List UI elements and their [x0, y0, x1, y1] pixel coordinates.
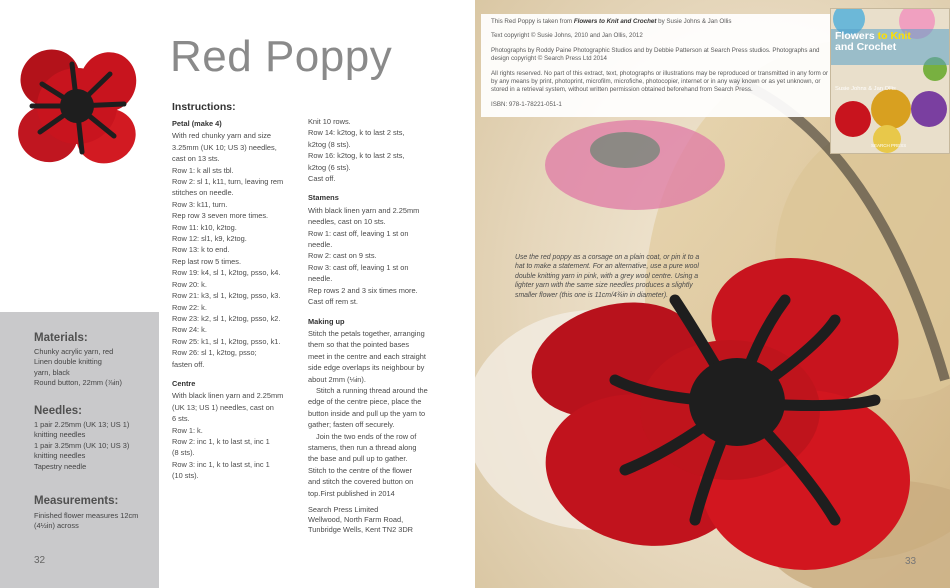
- cover-title-word-to: to: [877, 30, 888, 42]
- petal-instruction-line: 3.25mm (UK 10; US 3) needles,: [172, 142, 277, 152]
- centre-instruction-line: Row 1: k.: [172, 425, 203, 435]
- centre-instruction-line: (10 sts).: [172, 471, 199, 481]
- stamens-instruction-line: Row 3: cast off, leaving 1 st on: [308, 262, 409, 272]
- petal-instruction-line: Rep last row 5 times.: [172, 256, 242, 266]
- centre-instruction-line: Row 2: inc 1, k to last st, inc 1: [172, 436, 270, 446]
- stamens-instruction-line: needles, cast on 10 sts.: [308, 217, 386, 227]
- petal-instruction-line: Row 13: k to end.: [172, 245, 230, 255]
- instructions-column-1: [172, 116, 300, 482]
- page-number-left: 32: [34, 555, 46, 566]
- stamens-instruction-line: Row 1: cast off, leaving 1 st on: [308, 228, 409, 238]
- cover-title-word-knit: Knit: [890, 30, 911, 42]
- making-up-line: top.First published in 2014: [308, 488, 395, 498]
- petal-instruction-line: Row 22: k.: [172, 302, 207, 312]
- photo-caption: Use the red poppy as a corsage on a plain coat, or pin it to a hat to make a statement. For an alternative, use a pure wool double knitting yarn in pink, with a grey wool centre. Using a lighter yarn with the same size needles produces a slightly smaller flower (this one is 11cm/4¾in in diameter).: [515, 254, 700, 299]
- petal-instruction-line: Row 23: k2, sl 1, k2tog, psso, k2.: [172, 313, 281, 323]
- cover-authors: Susie Johns & Jan Ollis: [835, 86, 896, 92]
- centre-instruction-line: Row 16: k2tog, k to last 2 sts,: [308, 151, 405, 161]
- making-up-line: button inside and pull up the yarn to: [308, 408, 426, 418]
- cover-title-word-1: Flowers: [835, 30, 875, 42]
- petal-instruction-line: Row 2: sl 1, k11, turn, leaving rem: [172, 177, 284, 187]
- petal-instruction-line: Row 1: k all sts tbl.: [172, 165, 234, 175]
- book-cover-image: [830, 8, 950, 154]
- stamens-instruction-line: needle.: [308, 274, 333, 284]
- cover-title: [835, 31, 911, 53]
- measurements-list: [34, 511, 154, 532]
- materials-sidebar: [0, 312, 159, 588]
- centre-instruction-line: Row 3: inc 1, k to last st, inc 1: [172, 459, 270, 469]
- centre-instruction-line: k2tog (6 sts).: [308, 162, 351, 172]
- centre-instruction-line: Cast off.: [308, 174, 336, 184]
- petal-instruction-line: Row 24: k.: [172, 325, 207, 335]
- publisher-address-line: Tunbridge Wells, Kent TN2 3DR: [308, 525, 414, 534]
- poppy-centre: [60, 89, 94, 123]
- petal-instructions: [172, 130, 300, 370]
- needles-item: knitting needles: [34, 451, 86, 461]
- petal-instruction-line: cast on 13 sts.: [172, 154, 220, 164]
- centre-heading: Centre: [172, 378, 196, 388]
- stamens-heading: Stamens: [308, 193, 339, 203]
- making-up-line: them so that the pointed bases: [308, 340, 410, 350]
- needles-heading: Needles:: [34, 405, 82, 417]
- petal-instruction-line: stitches on needle.: [172, 188, 234, 198]
- making-up-line: and stitch the covered button on: [308, 477, 414, 487]
- centre-instruction-line: Row 14: k2tog, k to last 2 sts,: [308, 128, 405, 138]
- credits-source: [491, 18, 831, 26]
- making-up-line: about 2mm (⅛in).: [308, 374, 366, 384]
- making-up-line: Stitch to the centre of the flower: [308, 465, 412, 475]
- needles-list: [34, 420, 154, 472]
- centre-instruction-line: k2tog (8 sts).: [308, 139, 351, 149]
- making-up-paragraph-1: [308, 328, 436, 385]
- publisher-address-line: Search Press Limited: [308, 505, 379, 514]
- stamens-instruction-line: Rep rows 2 and 3 six times more.: [308, 285, 418, 295]
- petal-instruction-line: fasten off.: [172, 359, 205, 369]
- making-up-paragraph-3: [308, 431, 436, 499]
- needles-item: 1 pair 2.25mm (UK 13; US 1): [34, 420, 130, 429]
- materials-heading: Materials:: [34, 332, 88, 344]
- measurements-heading: Measurements:: [34, 495, 119, 507]
- centre-instructions: [172, 390, 300, 481]
- petal-instruction-line: Rep row 3 seven more times.: [172, 211, 269, 221]
- page-title: Red Poppy: [170, 32, 393, 81]
- stamens-instruction-line: Cast off rem st.: [308, 297, 358, 307]
- measurements-item: Finished flower measures 12cm: [34, 511, 139, 520]
- page-number-right: 33: [905, 556, 917, 567]
- making-up-line: edge of the centre piece, place the: [308, 397, 422, 407]
- petal-instruction-line: Row 3: k11, turn.: [172, 199, 228, 209]
- making-up-line: gather; fasten off securely.: [308, 420, 395, 430]
- centre-continued-instructions: [308, 116, 436, 184]
- pink-poppy-background: [545, 120, 725, 210]
- making-up-line: Join the two ends of the row of: [316, 431, 417, 441]
- publisher-address-line: Wellwood, North Farm Road,: [308, 515, 404, 524]
- materials-list: [34, 347, 154, 389]
- materials-item: Round button, 22mm (⅞in): [34, 378, 122, 388]
- stamens-instructions: [308, 205, 436, 308]
- petal-instruction-line: Row 19: k4, sl 1, k2tog, psso, k4.: [172, 268, 281, 278]
- petal-instruction-line: Row 11: k10, k2tog.: [172, 222, 237, 232]
- making-up-line: Stitch a running thread around the: [316, 385, 428, 395]
- centre-instruction-line: (UK 13; US 1) needles, cast on: [172, 402, 274, 412]
- instructions-heading: Instructions:: [172, 101, 236, 113]
- making-up-paragraph-2: [308, 385, 436, 431]
- materials-item: Chunky acrylic yarn, red: [34, 347, 114, 356]
- petal-instruction-line: Row 26: sl 1, k2tog, psso;: [172, 348, 257, 358]
- poppy-thumbnail-image: [12, 44, 142, 168]
- making-up-line: meet in the centre and each straight: [308, 351, 426, 361]
- needles-item: Tapestry needle: [34, 461, 87, 471]
- right-page: [475, 0, 950, 588]
- measurements-item: (4½in) across: [34, 521, 79, 531]
- needles-item: knitting needles: [34, 430, 86, 440]
- petal-instruction-line: Row 12: sl1, k9, k2tog.: [172, 234, 247, 244]
- photo-credits: Photographs by Roddy Paine Photographic Studios and by Debbie Patterson at Search Press studios. Photographs and design copyright © Search Press Ltd 2014: [491, 46, 820, 63]
- centre-instruction-line: (8 sts).: [172, 448, 195, 458]
- stamens-instruction-line: Row 2: cast on 9 sts.: [308, 251, 377, 261]
- petal-heading: Petal (make 4): [172, 119, 222, 128]
- rights-notice: All rights reserved. No part of this extract, text, photographs or illustrations may be reproduced or transmitted in any form or by any means by print, photoprint, microfilm, microfiche, photocopier, internet or in any way known or as yet unknown, or stored in a retrieval system, without written permission obtained beforehand from Search Press.: [491, 69, 829, 94]
- stamens-instruction-line: needle.: [308, 240, 333, 250]
- stamens-instruction-line: With black linen yarn and 2.25mm: [308, 205, 420, 215]
- petal-instruction-line: Row 21: k3, sl 1, k2tog, psso, k3.: [172, 291, 281, 301]
- making-up-line: side edge overlaps its neighbour by: [308, 363, 425, 373]
- petal-instruction-line: With red chunky yarn and size: [172, 131, 271, 141]
- centre-instruction-line: With black linen yarn and 2.25mm: [172, 391, 284, 401]
- making-up-line: the base and pull up to gather.: [308, 454, 408, 464]
- making-up-line: stamens, then run a thread along: [308, 442, 417, 452]
- needles-item: 1 pair 3.25mm (UK 10; US 3): [34, 440, 130, 450]
- isbn: ISBN: 978-1-78221-051-1: [491, 100, 562, 108]
- making-up-heading: Making up: [308, 316, 345, 326]
- instructions-column-2: [308, 116, 436, 535]
- materials-item: Linen double knitting: [34, 357, 102, 367]
- credits-source-pre: This Red Poppy is taken from: [491, 18, 573, 25]
- text-copyright: Text copyright © Susie Johns, 2010 and Jan Ollis, 2012: [491, 32, 643, 40]
- publisher-address: [308, 505, 436, 535]
- centre-instruction-line: 6 sts.: [172, 414, 190, 424]
- cover-title-line-2: and Crochet: [835, 41, 897, 53]
- petal-instruction-line: Row 25: k1, sl 1, k2tog, psso, k1.: [172, 336, 281, 346]
- materials-item: yarn, black: [34, 367, 70, 377]
- cover-publisher: SEARCH PRESS: [871, 143, 907, 148]
- credits-source-authors: by Susie Johns & Jan Ollis: [658, 18, 732, 25]
- petal-instruction-line: Row 20: k.: [172, 279, 207, 289]
- credits-box: [481, 14, 841, 117]
- centre-instruction-line: Knit 10 rows.: [308, 117, 351, 126]
- book-title-link: Flowers to Knit and Crochet: [573, 18, 657, 25]
- making-up-line: Stitch the petals together, arranging: [308, 328, 425, 338]
